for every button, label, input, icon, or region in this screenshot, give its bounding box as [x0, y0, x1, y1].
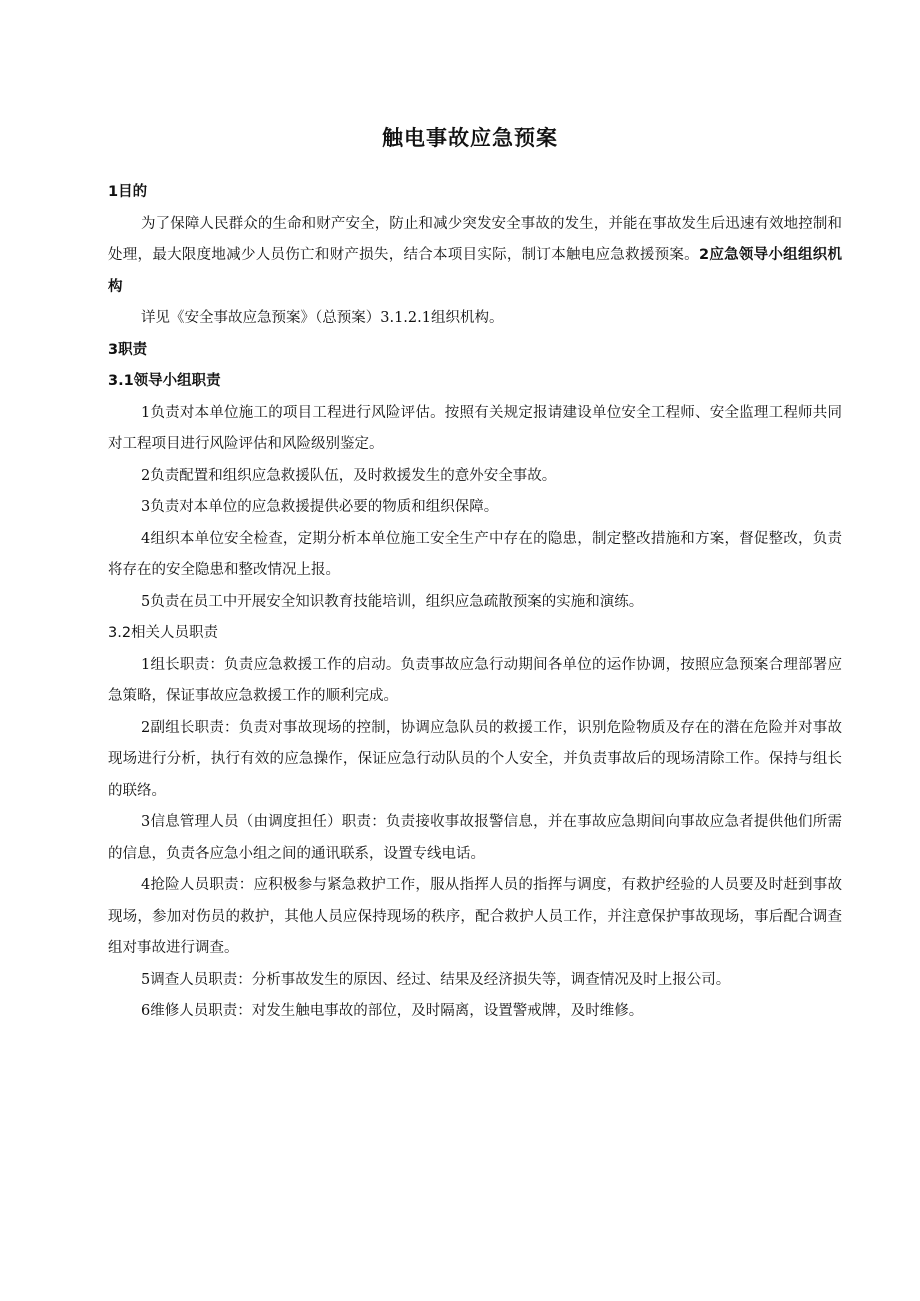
list-item: 2负责配置和组织应急救援队伍，及时救援发生的意外安全事故。 — [141, 467, 557, 484]
section-3-heading: 3职责 — [108, 341, 148, 358]
list-item: 5负责在员工中开展安全知识教育技能培训，组织应急疏散预案的实施和演练。 — [141, 593, 644, 610]
document-body — [108, 177, 842, 1028]
section-1-paragraph-text: 为了保障人民群众的生命和财产安全，防止和减少突发安全事故的发生，并能在事故发生后迅速有效地控制和处理，最大限度地减少人员伤亡和财产损失，结合本项目实际，制订本触电应急救援预案。 — [108, 215, 842, 263]
list-item: 1组长职责：负责应急救援工作的启动。负责事故应急行动期间各单位的运作协调，按照应急预案合理部署应急策略，保证事故应急救援工作的顺利完成。 — [108, 656, 842, 704]
list-item: 1负责对本单位施工的项目工程进行风险评估。按照有关规定报请建设单位安全工程师、安全监理工程师共同对工程项目进行风险评估和风险级别鉴定。 — [108, 404, 842, 452]
list-item: 2副组长职责：负责对事故现场的控制，协调应急队员的救援工作，识别危险物质及存在的潜在危险并对事故现场进行分析，执行有效的应急操作，保证应急行动队员的个人安全，并负责事故后的现场清除工作。保持与组长的联络。 — [108, 719, 842, 799]
section-3-1-heading: 3.1领导小组职责 — [108, 373, 221, 389]
list-item: 4抢险人员职责：应积极参与紧急救护工作，服从指挥人员的指挥与调度，有救护经验的人员要及时赶到事故现场，参加对伤员的救护，其他人员应保持现场的秩序，配合救护人员工作，并注意保护事故现场，事后配合调查组对事故进行调查。 — [108, 877, 842, 956]
list-item: 3负责对本单位的应急救援提供必要的物质和组织保障。 — [141, 499, 499, 515]
section-2-paragraph: 详见《安全事故应急预案》（总预案）3.1.2.1组织机构。 — [141, 310, 504, 326]
list-item: 6维修人员职责：对发生触电事故的部位，及时隔离，设置警戒牌，及时维修。 — [141, 1003, 644, 1019]
list-item: 3信息管理人员（由调度担任）职责：负责接收事故报警信息，并在事故应急期间向事故应急者提供他们所需的信息，负责各应急小组之间的通讯联系，设置专线电话。 — [108, 814, 842, 862]
section-1-heading: 1目的 — [108, 184, 148, 200]
section-3-2-heading: 3.2相关人员职责 — [108, 625, 219, 641]
list-item: 5调查人员职责：分析事故发生的原因、经过、结果及经济损失等，调查情况及时上报公司。 — [141, 971, 731, 988]
list-item: 4组织本单位安全检查，定期分析本单位施工安全生产中存在的隐患，制定整改措施和方案，督促整改，负责将存在的安全隐患和整改情况上报。 — [108, 530, 842, 578]
section-1-paragraph — [108, 209, 842, 304]
document-title: 触电事故应急预案 — [382, 126, 558, 150]
section-2-heading: 2应急领导小组组织机构 — [108, 247, 843, 295]
